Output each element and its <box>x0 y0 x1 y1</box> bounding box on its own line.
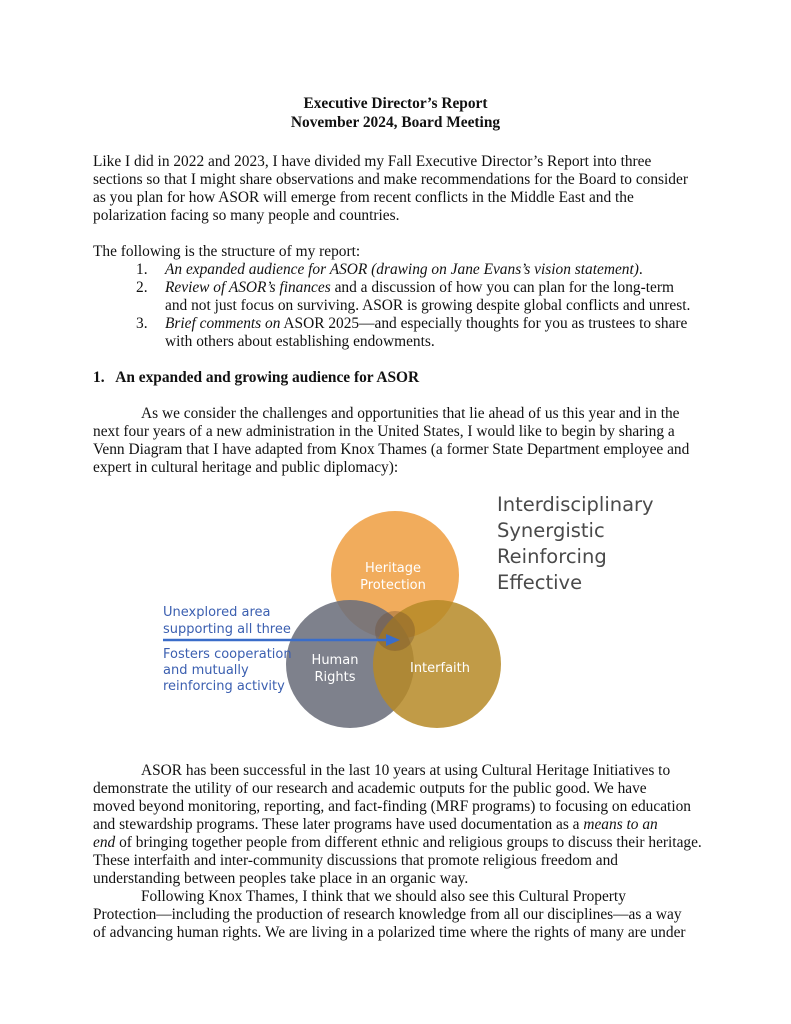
list-item <box>165 279 674 297</box>
structure-lead: The following is the structure of my report: <box>93 243 361 260</box>
paragraph-line: next four years of a new administration in the United States, I would like to begin by sharing a <box>93 423 675 440</box>
fosters-label-3: reinforcing activity <box>163 679 285 694</box>
unexplored-label-1: Unexplored area <box>163 605 271 620</box>
intro-line: as you plan for how ASOR will emerge from recent conflicts in the Middle East and the <box>93 189 634 206</box>
word-synergistic: Synergistic <box>497 519 605 542</box>
fosters-label-2: and mutually <box>163 663 249 678</box>
heritage-label-1: Heritage <box>364 561 422 576</box>
paragraph-line: moved beyond monitoring, reporting, and fact-finding (MRF programs) to focusing on education <box>93 798 691 815</box>
list-item-text: ASOR 2025—and especially thoughts for you as trustees to share <box>280 315 688 332</box>
paragraph-line: As we consider the challenges and opportunities that lie ahead of us this year and in the <box>141 405 680 422</box>
list-number: 1. <box>136 261 148 278</box>
list-item <box>165 261 643 279</box>
paragraph-line <box>93 816 658 834</box>
fosters-label-1: Fosters cooperation <box>163 647 292 662</box>
interfaith-label: Interfaith <box>409 661 471 676</box>
list-number: 2. <box>136 279 148 296</box>
paragraph-line: Venn Diagram that I have adapted from Knox Thames (a former State Department employee and <box>93 441 690 458</box>
list-item <box>165 315 687 333</box>
intro-line: polarization facing so many people and countries. <box>93 207 400 224</box>
paragraph-text: of bringing together people from different ethnic and religious groups to discuss their heritage. <box>115 834 702 851</box>
paragraph-line <box>93 834 702 852</box>
paragraph-line: demonstrate the utility of our research and academic outputs for the public good. We have <box>93 780 647 797</box>
list-item-continuation: with others about establishing endowments. <box>165 333 435 350</box>
word-effective: Effective <box>497 571 583 594</box>
list-item-continuation: and not just focus on surviving. ASOR is growing despite global conflicts and unrest. <box>165 297 691 314</box>
unexplored-label-2: supporting all three <box>163 622 291 637</box>
list-item-italic: An expanded audience for ASOR (drawing on Jane Evans’s vision statement) <box>165 261 639 278</box>
list-item-italic: Brief comments on <box>165 315 281 332</box>
paragraph-line: of advancing human rights. We are living in a polarized time where the rights of many are under <box>93 924 686 941</box>
report-subtitle: November 2024, Board Meeting <box>290 114 501 131</box>
report-title: Executive Director’s Report <box>303 95 488 112</box>
word-reinforcing: Reinforcing <box>497 545 607 568</box>
venn-diagram <box>0 480 791 750</box>
paragraph-line: Protection—including the production of research knowledge from all our disciplines—as a way <box>93 906 682 923</box>
list-number: 3. <box>136 315 148 332</box>
paragraph-line: Following Knox Thames, I think that we should also see this Cultural Property <box>141 888 626 905</box>
list-item-text: . <box>638 261 643 278</box>
list-item-italic: Review of ASOR’s finances <box>165 279 331 296</box>
paragraph-line: understanding between peoples take place in an organic way. <box>93 870 469 887</box>
intro-line: Like I did in 2022 and 2023, I have divided my Fall Executive Director’s Report into three <box>93 153 652 170</box>
human-rights-label-1: Human <box>311 653 359 668</box>
paragraph-italic: means to an <box>583 816 658 833</box>
human-rights-label-2: Rights <box>314 670 356 685</box>
heritage-label-2: Protection <box>360 578 426 593</box>
list-item-text: and a discussion of how you can plan for the long-term <box>330 279 674 296</box>
paragraph-text: and stewardship programs. These later programs have used documentation as a <box>93 816 584 833</box>
intro-line: sections so that I might share observations and make recommendations for the Board to consider <box>93 171 688 188</box>
section-heading: 1. An expanded and growing audience for ASOR <box>93 369 420 386</box>
paragraph-italic: end <box>93 834 116 851</box>
paragraph-line: expert in cultural heritage and public diplomacy): <box>93 459 399 476</box>
paragraph-line: These interfaith and inter-community discussions that promote religious freedom and <box>93 852 618 869</box>
word-interdisciplinary: Interdisciplinary <box>497 493 654 516</box>
overlap-center <box>375 611 415 651</box>
paragraph-line: ASOR has been successful in the last 10 years at using Cultural Heritage Initiatives to <box>141 762 671 779</box>
